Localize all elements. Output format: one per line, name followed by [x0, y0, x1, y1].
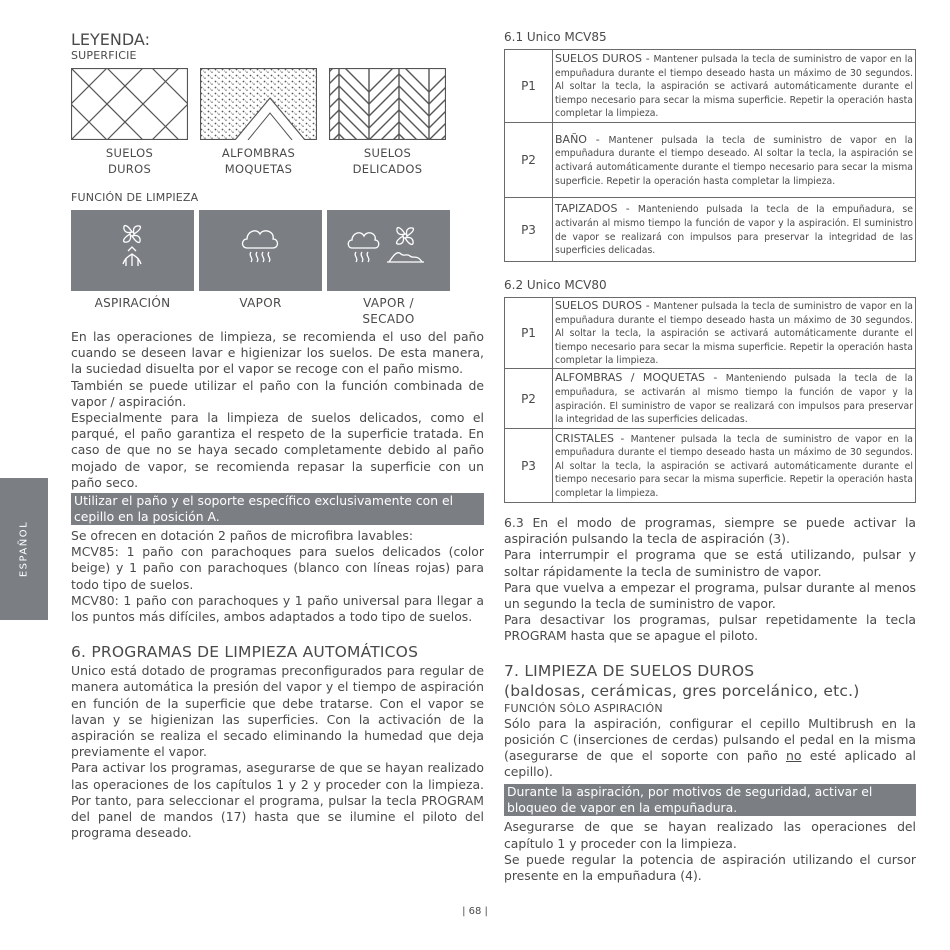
legend-title: LEYENDA:	[71, 30, 150, 49]
brush-name: cepillo Multibrush	[759, 715, 874, 731]
paragraph: Se ofrecen en dotación 2 paños de microfibra lavables:	[71, 528, 414, 544]
table-row	[505, 369, 916, 429]
surface-label-2: MOQUETAS	[224, 162, 293, 176]
surface-delicate-floors	[329, 68, 446, 177]
page-number: | 68 |	[462, 906, 488, 917]
table-2-title: 6.2 Unico MCV80	[504, 278, 607, 292]
table-row	[505, 298, 916, 369]
function-label-1: ASPIRACIÓN	[94, 296, 171, 310]
function-label-2: SECADO	[362, 312, 415, 326]
fan-suction-icon	[71, 210, 194, 291]
program-lead: SUELOS DUROS -	[555, 52, 654, 66]
section-6-title: 6. PROGRAMAS DE LIMPIEZA AUTOMÁTICOS	[71, 643, 419, 662]
function-icons	[71, 210, 484, 291]
paragraph: Para desactivar los programas, pulsar repetidamente la tecla PROGRAM hasta que se apague el piloto.	[504, 612, 916, 644]
paragraph	[71, 593, 484, 625]
function-label-1: VAPOR	[239, 296, 282, 310]
paragraph: Especialmente para la limpieza de suelos delicados, como el parqué, el paño garantiza el respeto de la superficie tratada. En caso de que no se haya secado completamente debido al paño mojado de vapor, se recomienda repasar la superficie con un paño seco.	[71, 410, 484, 490]
surface-label-1: ALFOMBRAS	[221, 146, 296, 160]
program-description	[553, 123, 916, 198]
program-id: P1	[505, 298, 553, 369]
function-suction	[71, 210, 194, 291]
surface-carpets	[200, 68, 317, 177]
paragraph: 6.3 En el modo de programas, siempre se puede activar la aspiración pulsando la tecla de aspiración (3).	[504, 515, 916, 547]
table-row	[505, 50, 916, 123]
paragraph	[504, 716, 916, 781]
function-steam-dry	[327, 210, 450, 291]
tile-pattern-icon	[71, 68, 188, 140]
program-id: P1	[505, 50, 553, 123]
section-7-title-line-2: (baldosas, cerámicas, gres porcelánico, etc.)	[504, 681, 860, 700]
program-lead: BAÑO -	[555, 132, 609, 146]
programs-table-mcv85	[504, 49, 916, 262]
text: en la posición C (inserciones de cerdas) pulsando el pedal en la misma (asegurarse de que el soporte con paño	[504, 715, 916, 764]
program-text: Mantener pulsada la tecla de suministro de vapor en la empuñadura durante el tiempo deseado. Al soltar la tecla, la aspiración se activará automáticamente durante el tiempo necesario para secar la misma superficie. Repetir la operación hasta completar la limpieza.	[555, 134, 914, 187]
section-7-subtitle: FUNCIÓN SÓLO ASPIRACIÓN	[504, 701, 663, 715]
program-description	[553, 298, 916, 369]
program-lead: TAPIZADOS -	[555, 202, 638, 216]
program-lead: SUELOS DUROS -	[555, 299, 654, 313]
program-id: P3	[505, 198, 553, 262]
surface-hard-floors	[71, 68, 188, 177]
surface-heading: SUPERFICIE	[71, 49, 137, 62]
model-label: MCV85:	[71, 544, 119, 560]
function-heading: FUNCIÓN DE LIMPIEZA	[71, 191, 199, 204]
section-7-title-line-1: 7. LIMPIEZA DE SUELOS DUROS	[504, 661, 755, 680]
highlight-note: Durante la aspiración, por motivos de seguridad, activar el bloqueo de vapor en la empuñadura.	[504, 784, 916, 816]
paragraph: Para que vuelva a empezar el programa, pulsar durante al menos un segundo la tecla de suministro de vapor.	[504, 579, 916, 612]
paragraph: Se puede regular la potencia de aspiración utilizando el cursor presente en la empuñadura (4).	[504, 851, 916, 884]
program-text: Manteniendo pulsada la tecla de la empuñadura, se activarán al mismo tiempo la función de vapor y la aspiración. El suministro de vapor se realizará con impulsos para preservar la integridad de las superficies delicadas.	[555, 373, 913, 426]
paragraph: También se puede utilizar el paño con la función combinada de vapor / aspiración.	[71, 377, 484, 409]
function-label-1: VAPOR /	[363, 296, 414, 310]
programs-table-mcv80	[504, 297, 916, 503]
program-text: Manteniendo pulsada la tecla de la empuñadura, se activarán al mismo tiempo la función de vapor y la aspiración. El suministro de vapor se realizará con impulsos para preservar la integridad de las superficies delicadas.	[555, 204, 913, 257]
program-id: P2	[505, 369, 553, 429]
surface-label-2: DELICADOS	[352, 162, 423, 176]
table-row	[505, 429, 916, 503]
table-row	[505, 198, 916, 262]
paragraph	[71, 544, 484, 593]
program-description	[553, 369, 916, 429]
surface-icons	[71, 68, 484, 177]
table-1-title: 6.1 Unico MCV85	[504, 30, 607, 44]
table-row	[505, 123, 916, 198]
function-steam	[199, 210, 322, 291]
program-description	[553, 50, 916, 123]
surface-label-1: SUELOS	[363, 146, 412, 160]
section-7-title	[504, 661, 916, 701]
function-labels	[71, 295, 484, 327]
program-lead: ALFOMBRAS / MOQUETAS -	[555, 371, 726, 385]
program-id: P2	[505, 123, 553, 198]
program-text: Mantener pulsada la tecla de suministro de vapor en la empuñadura durante el tiempo deseado hasta un máximo de 30 segundos. Al soltar la tecla, la aspiración se activará automáticamente durante el tiempo necesario para secar la misma superficie. Repetir la operación hasta completar la limpieza.	[555, 54, 913, 120]
surface-label-1: SUELOS	[105, 146, 154, 160]
program-description	[553, 429, 916, 503]
surface-label-2: DUROS	[107, 162, 152, 176]
left-column	[71, 30, 484, 841]
model-text: 1 paño con parachoques y 1 paño universal para llegar a los puntos más difíciles, ambos adaptados a todo tipo de suelos.	[71, 592, 484, 625]
emphasis-no: no	[786, 748, 802, 764]
right-column	[504, 30, 916, 884]
steam-cloud-icon	[199, 210, 322, 291]
program-description	[553, 198, 916, 262]
model-label: MCV80:	[71, 592, 119, 608]
paragraph: Para activar los programas, asegurarse de que se hayan realizado las operaciones de los capítulos 1 y 2 y proceder con la limpieza. Por tanto, para seleccionar el programa, pulsar la tecla PROGRAM del panel de mandos (17) hasta que se ilumine el piloto del programa deseado.	[71, 760, 484, 841]
carpet-pattern-icon	[200, 68, 317, 140]
program-lead: CRISTALES -	[555, 431, 631, 445]
language-tab	[0, 478, 48, 620]
paragraph: En las operaciones de limpieza, se recomienda el uso del paño cuando se deseen lavar e higienizar los suelos. De esta manera, la suciedad disuelta por el vapor se recoge con el paño mismo.	[71, 329, 484, 377]
program-text: Mantener pulsada la tecla de suministro de vapor en la empuñadura durante el tiempo deseado hasta un máximo de 30 segundos. Al soltar la tecla, la aspiración se activará automáticamente durante el tiempo necesario para secar la misma superficie. Repetir la operación hasta completar la limpieza.	[555, 301, 913, 367]
program-id: P3	[505, 429, 553, 503]
parquet-pattern-icon	[329, 68, 446, 140]
highlight-note: Utilizar el paño y el soporte específico exclusivamente con el cepillo en la posición A.	[71, 493, 484, 525]
text: esté aplicado al cepillo).	[504, 748, 917, 780]
model-text: 1 paño con parachoques para suelos delicados (color beige) y 1 paño con parachoques (blanco con líneas rojas) para todo tipo de suelos.	[71, 544, 484, 592]
program-text: Mantener pulsada la tecla de suministro de vapor en la empuñadura durante el tiempo deseado hasta un máximo de 30 segundos. Al soltar la tecla, la aspiración se activará automáticamente durante el tiempo necesario para secar la misma superficie. Repetir la operación hasta completar la limpieza.	[555, 433, 914, 499]
text: Sólo para la aspiración, configurar el	[504, 715, 760, 731]
paragraph: Unico está dotado de programas preconfigurados para regular de manera automática la presión del vapor y el tiempo de aspiración en función de la superficie que debe tratarse. Con el vapor se lavan y se higienizan las superficies. Con la activación de la aspiración se realiza el secado eliminando la humedad que deja previamente el vapor.	[71, 663, 484, 760]
steam-dry-icon	[327, 210, 450, 291]
paragraph: Para interrumpir el programa que se está utilizando, pulsar y soltar rápidamente la tecla de suministro de vapor.	[504, 547, 916, 579]
paragraph: Asegurarse de que se hayan realizado las operaciones del capítulo 1 y proceder con la limpieza.	[504, 819, 916, 851]
language-label: ESPAÑOL	[18, 520, 30, 578]
